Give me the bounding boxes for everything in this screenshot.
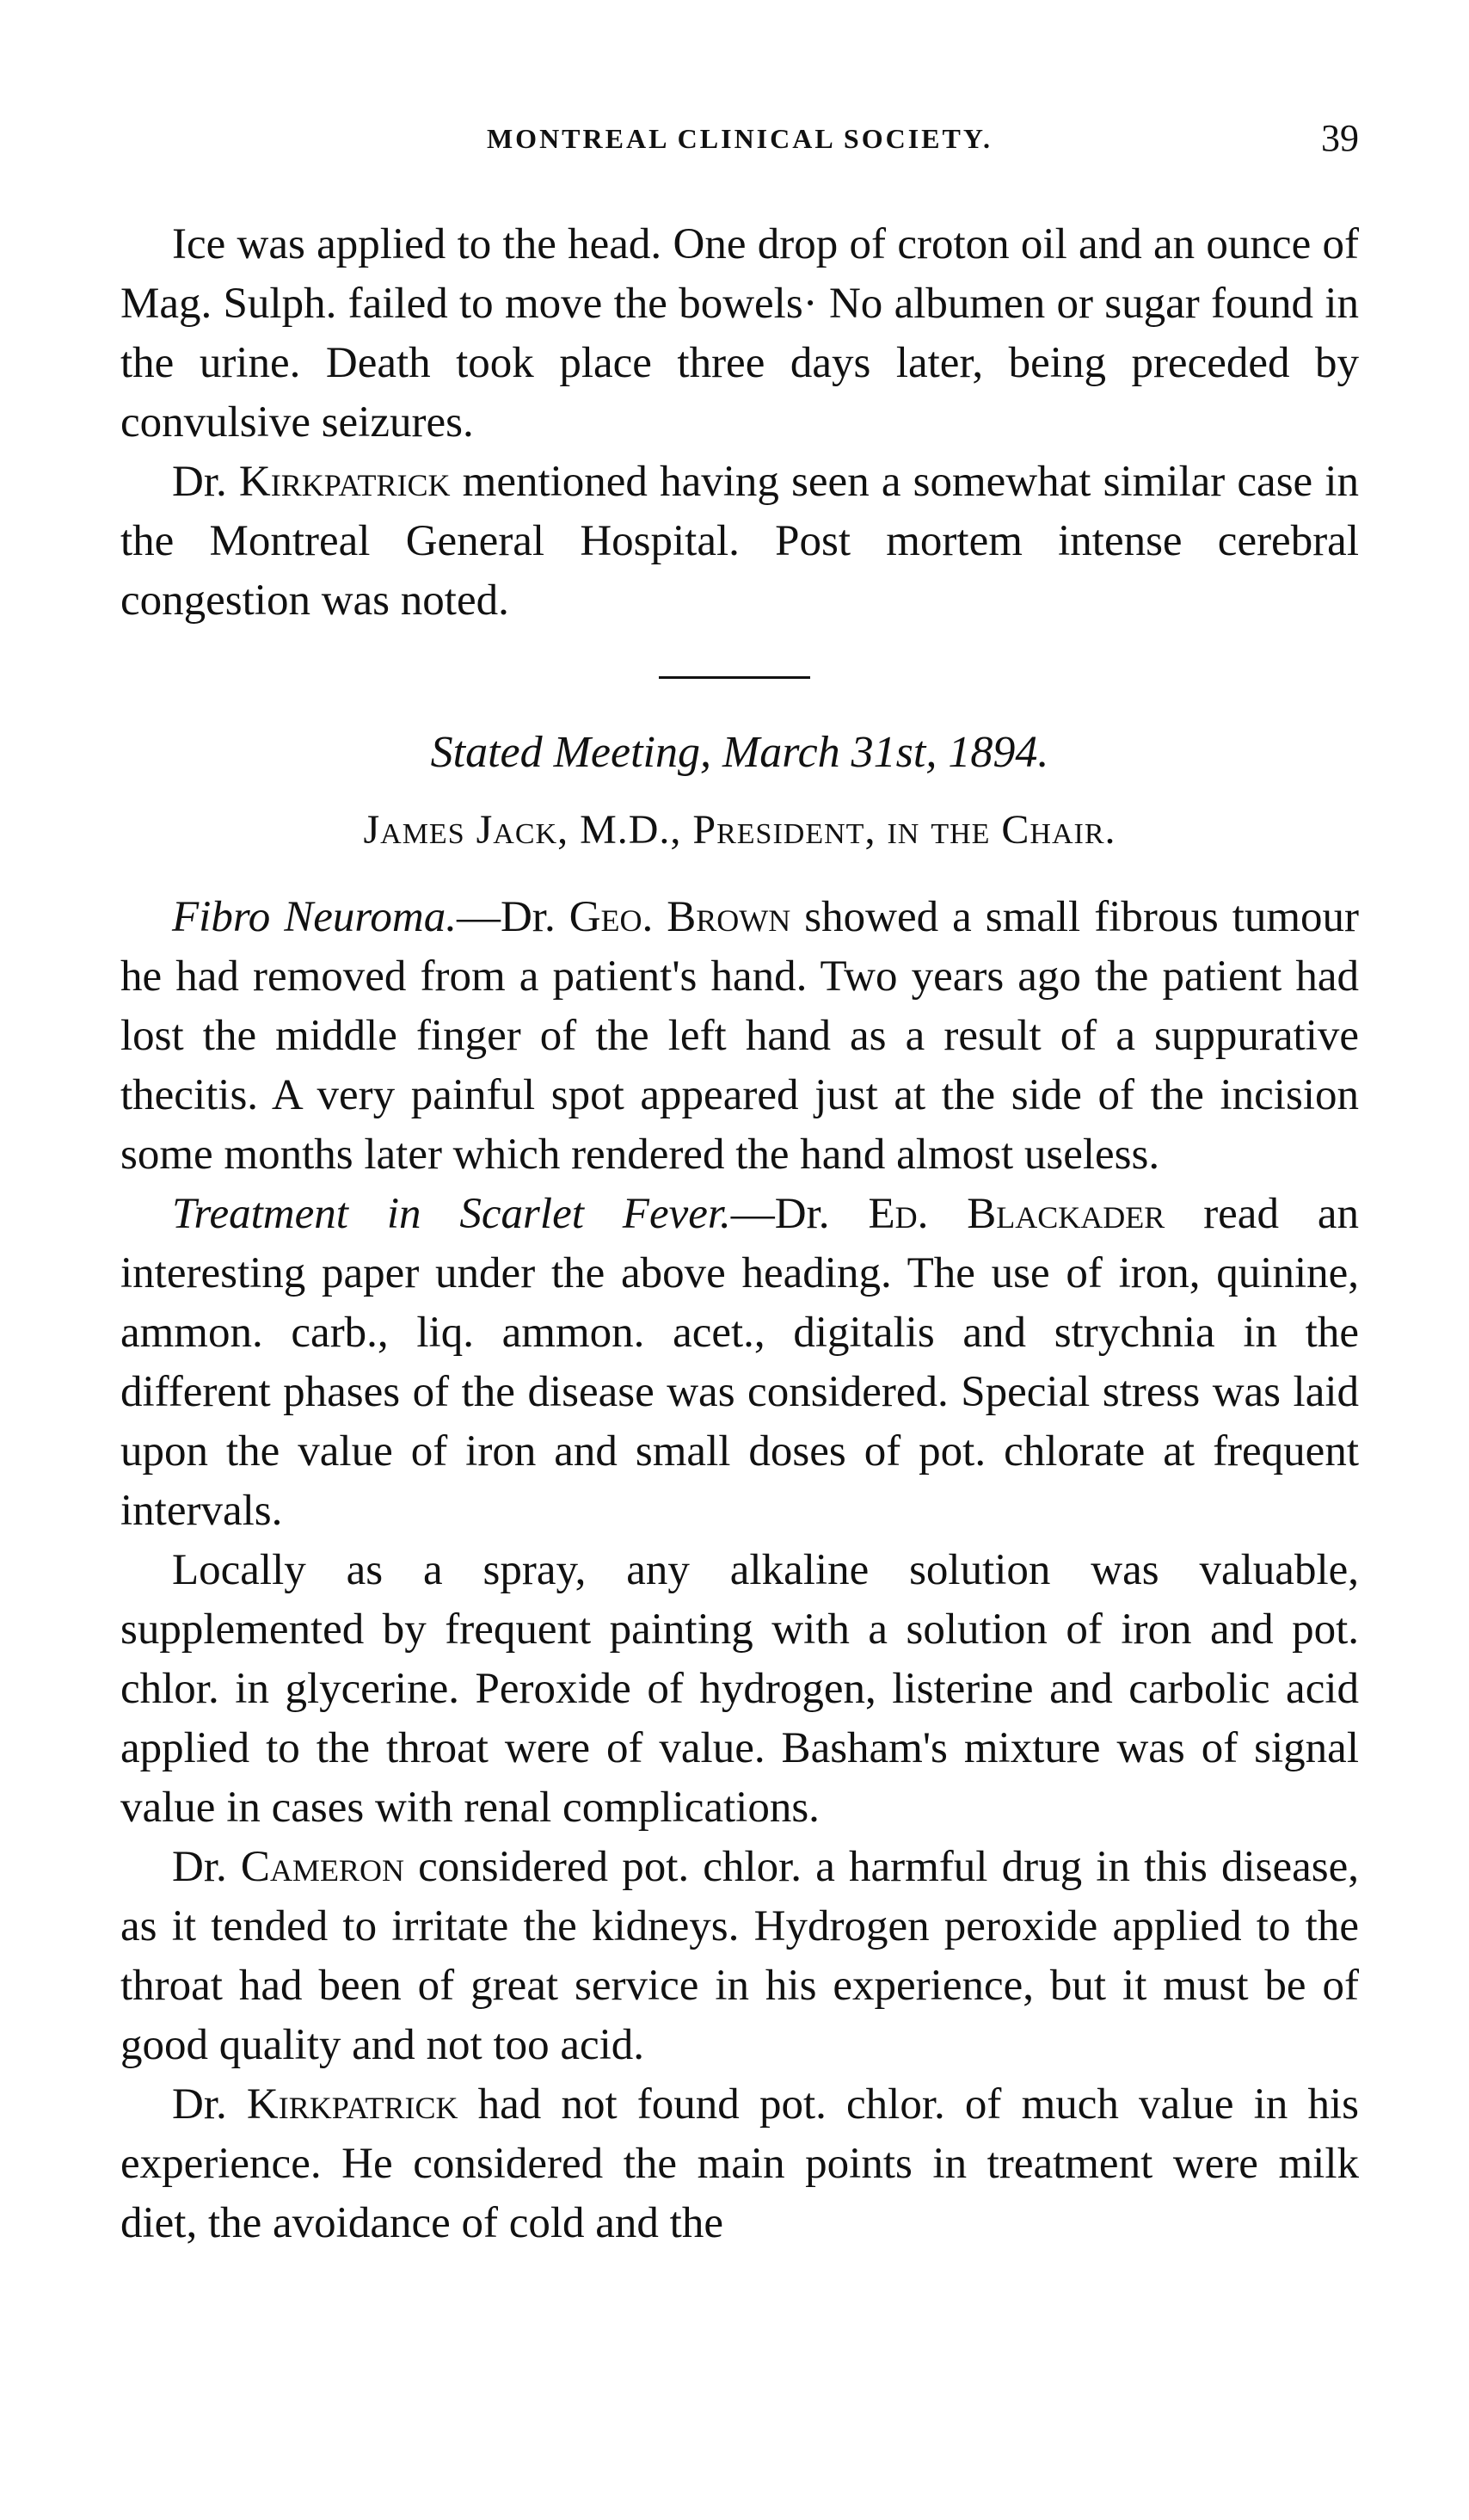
running-head: MONTREAL CLINICAL SOCIETY.	[486, 123, 993, 154]
paragraph-kirkpatrick-treatment	[120, 2075, 1359, 2253]
section-divider	[659, 676, 810, 679]
doctor-name: Kirkpatrick	[238, 458, 451, 506]
paragraph-text: read an interesting paper under the above heading. The use of iron, quinine, ammon. carb., liq. ammon. acet., digitalis and strychnia in the different phases of the disease was considered. Special stress was laid upon the value of iron and small doses of pot. chlorate at frequent intervals.	[120, 1190, 1359, 1535]
doctor-title: Dr.	[172, 2080, 227, 2129]
paragraph-text: showed a small fibrous tumour he had removed from a patient's hand. Two years ago the patient had lost the middle finger of the left hand as a result of a suppurative thecitis. A very painful spot appeared just at the side of the incision some months later which rendered the hand almost useless.	[120, 893, 1360, 1179]
doctor-title: Dr.	[172, 458, 227, 506]
doctor-name: Kirkpatrick	[246, 2080, 458, 2129]
page-header	[120, 117, 1359, 175]
paragraph-scarlet-fever	[120, 1185, 1359, 1541]
text-block-continuation	[120, 215, 1359, 631]
text-block-meeting	[120, 888, 1359, 2253]
dash-title: —Dr.	[730, 1190, 830, 1238]
chair-line: James Jack, M.D., President, in the Chair.	[363, 807, 1116, 853]
paragraph-local-treatment: Locally as a spray, any alkaline solution was valuable, supplemented by frequent painting with a solution of iron and pot. chlor. in glycerine. Peroxide of hydrogen, listerine and carbolic acid applied to the throat were of value. Basham's mixture was of signal value in cases with renal complications.	[120, 1546, 1359, 1832]
doctor-name: Cameron	[240, 1843, 404, 1891]
doctor-title: Dr.	[172, 1843, 227, 1891]
doctor-name: Ed. Blackader	[868, 1190, 1165, 1238]
paragraph-kirkpatrick-remark	[120, 453, 1359, 631]
paragraph-text: had not found pot. chlor. of much value in his experience. He considered the main points in treatment were milk diet, the avoidance of cold and the	[120, 2080, 1360, 2247]
section-heading: Treatment in Scarlet Fever.	[172, 1190, 731, 1238]
paragraph-fibro-neuroma	[120, 888, 1359, 1185]
paragraph-case-notes: Ice was applied to the head. One drop of croton oil and an ounce of Mag. Sulph. failed to move the bowels· No albumen or sugar found in the urine. Death took place three days later, being preceded by convulsive seizures.	[120, 220, 1359, 447]
doctor-name: Geo. Brown	[569, 893, 791, 941]
section-heading: Fibro Neuroma.	[172, 893, 457, 941]
paragraph-text: considered pot. chlor. a harmful drug in this disease, as it tended to irritate the kidneys. Hydrogen peroxide applied to the throat had been of great service in his experience, but it must be of good quality and not too acid.	[120, 1843, 1359, 2069]
paragraph-cameron-remark	[120, 1838, 1359, 2075]
meeting-title: Stated Meeting, March 31st, 1894.	[430, 728, 1049, 777]
page-number: 39	[1321, 117, 1359, 159]
dash-title: —Dr.	[456, 893, 556, 941]
paragraph-text: mentioned having seen a somewhat similar case in the Montreal General Hospital. Post mortem intense cerebral congestion was noted.	[120, 458, 1360, 625]
